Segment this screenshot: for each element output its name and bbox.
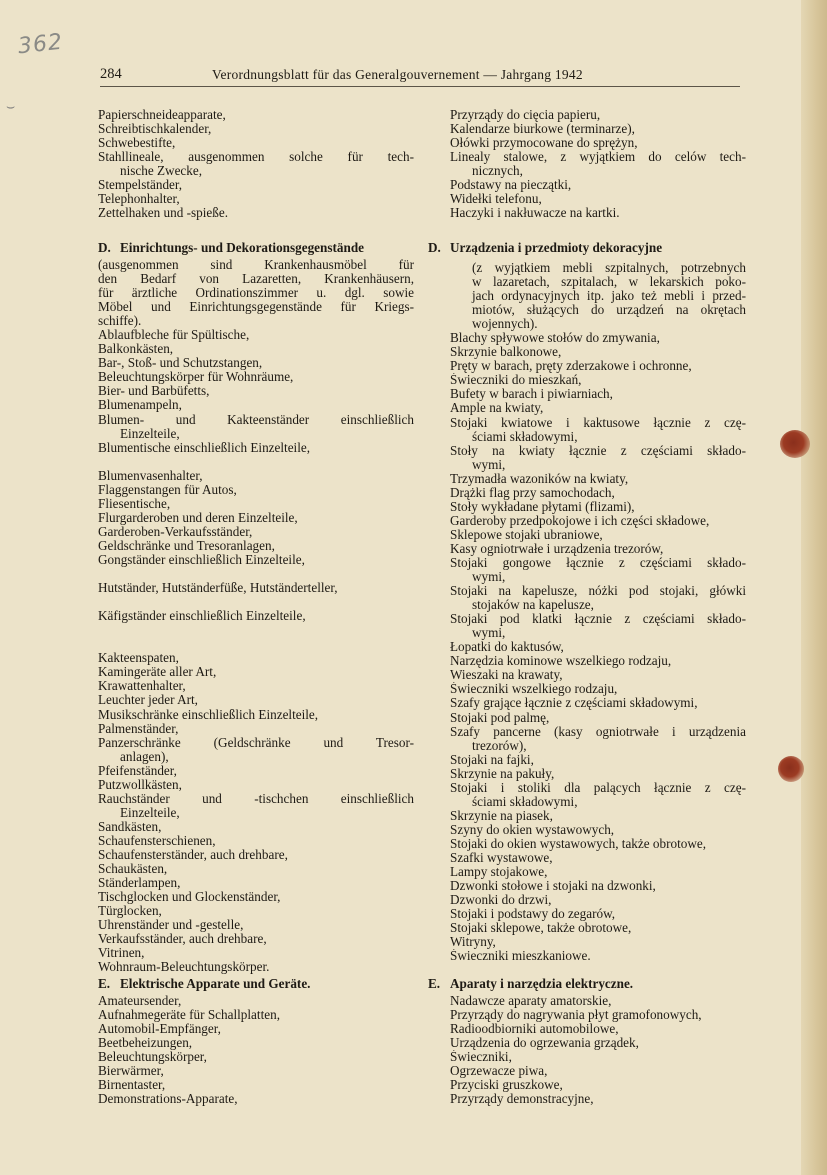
list-item: Stojaki i podstawy do zegarów, — [450, 907, 616, 922]
list-item: Szyny do okien wystawowych, — [450, 822, 615, 837]
list-item: Lampy stojakowe, — [450, 865, 548, 880]
section-heading: Einrichtungs- und Dekorationsgegenstände — [120, 241, 365, 255]
list-item: Beleuchtungskörper für Wohnräume, — [98, 370, 294, 385]
list-item: Balkonkästen, — [98, 342, 174, 357]
list-item: Stempelständer, — [98, 178, 183, 193]
german-heading-d — [98, 241, 414, 255]
list-item: ściami składowymi, — [472, 429, 578, 444]
list-item: w lazaretach, szpitalach, w lekarskich poko- — [472, 275, 746, 290]
list-item: Świeczniki wszelkiego rodzaju, — [450, 682, 618, 697]
list-item: Einzelteile, — [120, 426, 180, 441]
list-item: Beetbeheizungen, — [98, 1036, 193, 1051]
list-item: ściami składowymi, — [472, 794, 578, 809]
list-item: Nadawcze aparaty amatorskie, — [450, 994, 612, 1008]
list-item: Krawattenhalter, — [98, 679, 186, 694]
list-item: Przyrządy do cięcia papieru, — [450, 108, 601, 122]
list-item: Podstawy na pieczątki, — [450, 178, 572, 193]
list-item: Ablaufbleche für Spültische, — [98, 328, 250, 343]
list-item: Wohnraum-Beleuchtungskörper. — [98, 960, 270, 975]
list-item: Pfeifenständer, — [98, 763, 177, 778]
list-item: anlagen), — [120, 749, 169, 764]
list-item: Stojaki na fajki, — [450, 752, 534, 767]
german-list-c-continued — [98, 108, 414, 220]
list-item: Sklepowe stojaki ubraniowe, — [450, 527, 603, 542]
list-item: Blumentische einschließlich Einzelteile, — [98, 440, 311, 455]
polish-list-e — [450, 994, 746, 1106]
section-letter: E. — [428, 977, 441, 991]
list-item: Dzwonki stołowe i stojaki na dzwonki, — [450, 879, 656, 894]
list-item: Schaukästen, — [98, 862, 168, 877]
list-item: nische Zwecke, — [120, 164, 203, 179]
list-item: Flurgarderoben und deren Einzelteile, — [98, 510, 298, 525]
list-item: Bufety w barach i piwiarniach, — [450, 387, 613, 402]
list-item: Schaufensterschienen, — [98, 833, 216, 848]
journal-title: Verordnungsblatt für das Generalgouvernement — Jahrgang 1942 — [212, 67, 583, 82]
section-heading: Aparaty i narzędzia elektryczne. — [450, 977, 634, 991]
list-item: den Bedarf von Lazaretten, Krankenhäusern, — [98, 272, 414, 287]
list-item: Beleuchtungskörper, — [98, 1050, 207, 1065]
list-item: Möbel und Einrichtungsgegenstände für Kriegs- — [98, 300, 414, 315]
list-item: Putzwollkästen, — [98, 777, 182, 792]
polish-list-d — [450, 261, 746, 963]
list-item: wymi, — [472, 570, 506, 585]
list-item: Przyciski gruszkowe, — [450, 1078, 563, 1093]
list-item: Widełki telefonu, — [450, 192, 542, 207]
list-item: Wieszaki na krawaty, — [450, 668, 563, 683]
blank-line — [98, 595, 414, 609]
list-item: wymi, — [472, 457, 506, 472]
list-item: (ausgenommen sind Krankenhausmöbel für — [98, 258, 414, 272]
list-item: Gongständer einschließlich Einzelteile, — [98, 552, 305, 567]
list-item: Blumenvasenhalter, — [98, 468, 203, 483]
list-item: Trzymadła wazoników na kwiaty, — [450, 471, 629, 486]
list-item: Skrzynie balkonowe, — [450, 345, 562, 360]
list-item: Käfigständer einschließlich Einzelteile, — [98, 609, 306, 624]
list-item: Vitrinen, — [98, 946, 145, 961]
list-item: Hutständer, Hutständerfüße, Hutständerteller, — [98, 581, 338, 596]
section-heading: Urządzenia i przedmioty dekoracyjne — [450, 241, 663, 255]
list-item: Kamingeräte aller Art, — [98, 665, 217, 680]
list-item: Uhrenständer und -gestelle, — [98, 918, 244, 933]
list-item: Stoły na kwiaty łącznie z częściami składo- — [450, 443, 746, 458]
list-item: wymi, — [472, 626, 506, 641]
list-item: jach ordynacyjnych itp. jako też mebli i przed- — [472, 289, 746, 304]
list-item: Linealy stalowe, z wyjątkiem do celów tech- — [450, 150, 746, 165]
list-item: Bar-, Stoß- und Schutzstangen, — [98, 356, 263, 371]
list-item: Ample na kwiaty, — [450, 401, 544, 416]
list-item: trezorów), — [472, 738, 527, 753]
list-item: Stoły wykładane płytami (flizami), — [450, 499, 635, 514]
list-item: Amateursender, — [98, 994, 182, 1008]
list-item: Stojaki pod palmę, — [450, 710, 550, 725]
list-item: Ständerlampen, — [98, 876, 181, 891]
page-header — [100, 66, 740, 87]
list-item: Świeczniki mieszkaniowe. — [450, 949, 591, 964]
list-item: Przyrządy demonstracyjne, — [450, 1092, 594, 1107]
list-item: Bier- und Barbüfetts, — [98, 384, 210, 399]
german-list-e — [98, 994, 414, 1106]
list-item: Stojaki sklepowe, także obrotowe, — [450, 921, 632, 936]
list-item: Haczyki i nakłuwacze na kartki. — [450, 206, 620, 221]
page-number: 284 — [100, 66, 122, 82]
list-item: Skrzynie na pakuły, — [450, 766, 555, 781]
list-item: Drążki flag przy samochodach, — [450, 485, 615, 500]
polish-list-c-continued — [450, 108, 746, 220]
list-item: Narzędzia kominowe wszelkiego rodzaju, — [450, 654, 672, 669]
blank-line — [98, 637, 414, 651]
list-item: Flaggenstangen für Autos, — [98, 482, 237, 497]
ink-stain — [778, 756, 804, 782]
list-item: Birnentaster, — [98, 1078, 166, 1093]
list-item: Ogrzewacze piwa, — [450, 1064, 548, 1079]
page-edge — [801, 0, 827, 1175]
list-item: Fliesentische, — [98, 496, 171, 511]
list-item: Kalendarze biurkowe (terminarze), — [450, 122, 635, 137]
list-item: Einzelteile, — [120, 805, 180, 820]
german-list-d — [98, 258, 414, 974]
list-item: Szafy grające łącznie z częściami składowymi, — [450, 696, 698, 711]
list-item: Szafy pancerne (kasy ogniotrwałe i urządzenia — [450, 724, 746, 739]
section-letter: D. — [98, 241, 111, 255]
list-item: Skrzynie na piasek, — [450, 808, 553, 823]
list-item: Geldschränke und Tresoranlagen, — [98, 538, 275, 553]
list-item: Urządzenia do ogrzewania grządek, — [450, 1036, 639, 1051]
list-item: Musikschränke einschließlich Einzelteile, — [98, 707, 319, 722]
list-item: Kasy ogniotrwałe i urządzenia trezorów, — [450, 541, 664, 556]
list-item: Schaufensterständer, auch drehbare, — [98, 847, 288, 862]
list-item: Witryny, — [450, 935, 496, 950]
list-item: Schwebestifte, — [98, 136, 176, 151]
list-item: Zettelhaken und -spieße. — [98, 206, 228, 221]
list-item: schiffe). — [98, 314, 142, 329]
list-item: Demonstrations-Apparate, — [98, 1092, 238, 1107]
polish-heading-e — [428, 977, 746, 991]
list-item: Garderoby przedpokojowe i ich części składowe, — [450, 513, 710, 528]
list-item: Verkaufsständer, auch drehbare, — [98, 932, 267, 947]
section-letter: D. — [428, 241, 441, 255]
list-item: Blumen- und Kakteenständer einschließlich — [98, 412, 414, 427]
blank-line — [98, 567, 414, 581]
list-item: Papierschneideapparate, — [98, 108, 226, 122]
list-item: Schreibtischkalender, — [98, 122, 212, 137]
list-item: Dzwonki do drzwi, — [450, 893, 552, 908]
list-item: Stojaki i stoliki dla palących łącznie z czę- — [450, 780, 746, 795]
blank-line — [98, 455, 414, 469]
list-item: Stahllineale, ausgenommen solche für tech- — [98, 150, 414, 165]
list-item: Przyrządy do nagrywania płyt gramofonowych, — [450, 1008, 702, 1023]
pencil-mark: ⌣ — [6, 100, 16, 115]
list-item: Stojaki pod klatki łącznie z częściami składo- — [450, 612, 746, 627]
list-item: Blachy spływowe stołów do zmywania, — [450, 331, 660, 346]
section-heading: Elektrische Apparate und Geräte. — [120, 977, 311, 991]
list-item: Rauchständer und -tischchen einschließlich — [98, 791, 414, 806]
list-item: stojaków na kapelusze, — [472, 598, 594, 613]
list-item: nicznych, — [472, 164, 523, 179]
list-item: Pręty w barach, pręty zderzakowe i ochronne, — [450, 359, 692, 374]
list-item: Automobil-Empfänger, — [98, 1022, 221, 1037]
list-item: Stojaki na kapelusze, nóżki pod stojaki, główki — [450, 584, 746, 599]
list-item: wojennych). — [472, 317, 538, 332]
list-item: Kakteenspaten, — [98, 651, 179, 666]
list-item: miotów, służących do urządzeń na okrętach — [472, 303, 746, 318]
handwritten-page-number: 362 — [16, 29, 65, 60]
list-item: Świeczniki, — [450, 1050, 512, 1065]
list-item: Tischglocken und Glockenständer, — [98, 890, 281, 905]
list-item: Leuchter jeder Art, — [98, 693, 198, 708]
list-item: Bierwärmer, — [98, 1064, 164, 1079]
blank-line — [98, 623, 414, 637]
section-letter: E. — [98, 977, 111, 991]
list-item: Aufnahmegeräte für Schallplatten, — [98, 1008, 280, 1023]
list-item: Stojaki kwiatowe i kaktusowe łącznie z czę- — [450, 415, 746, 430]
list-item: für ärztliche Ordinationszimmer u. dgl. sowie — [98, 286, 414, 301]
list-item: Blumenampeln, — [98, 398, 182, 413]
list-item: Sandkästen, — [98, 819, 162, 834]
list-item: Panzerschränke (Geldschränke und Tresor- — [98, 735, 414, 750]
list-item: Świeczniki do mieszkań, — [450, 373, 582, 388]
list-item: Palmenständer, — [98, 721, 179, 736]
list-item: Radioodbiorniki automobilowe, — [450, 1022, 619, 1037]
list-item: Telephonhalter, — [98, 192, 180, 207]
list-item: Łopatki do kaktusów, — [450, 640, 564, 655]
ink-stain — [780, 430, 810, 458]
list-item: Garderoben-Verkaufsständer, — [98, 524, 253, 539]
polish-heading-d — [428, 241, 746, 255]
list-item: Stojaki do okien wystawowych, także obrotowe, — [450, 836, 707, 851]
list-item: Ołówki przymocowane do sprężyn, — [450, 136, 638, 151]
list-item: (z wyjątkiem mebli szpitalnych, potrzebnych — [472, 261, 746, 275]
list-item: Türglocken, — [98, 904, 162, 919]
list-item: Szafki wystawowe, — [450, 850, 553, 865]
list-item: Stojaki gongowe łącznie z częściami składo- — [450, 555, 746, 570]
german-heading-e — [98, 977, 414, 991]
